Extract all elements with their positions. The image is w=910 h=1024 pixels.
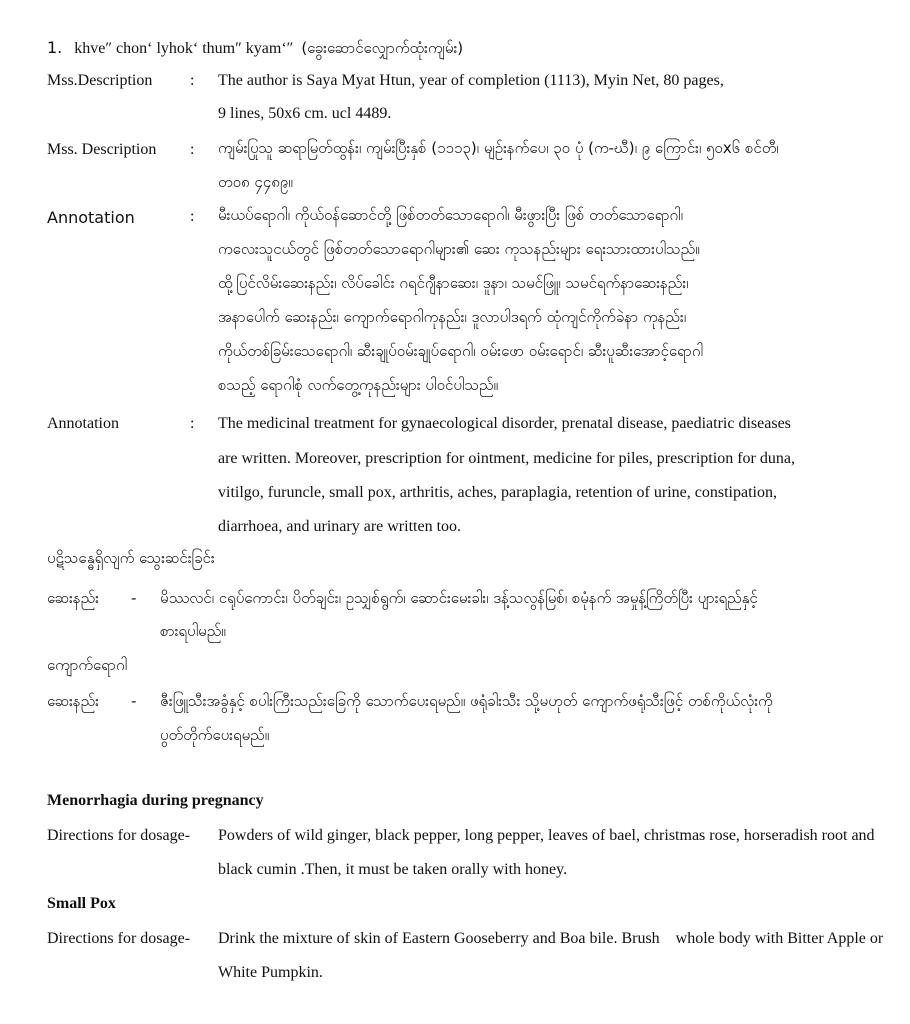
burmese-section-heading: ပဋိသန္ဓေရှိလျက် သွေးဆင်းခြင်း <box>47 549 215 567</box>
row-text-line: မီးယပ်ရောဂါ၊ ကိုယ်ဝန်ဆောင်တို့ ဖြစ်တတ်သောရောဂါ၊ မီးဖွားပြီး ဖြစ် တတ်သောရောဂါ၊ <box>218 206 684 224</box>
burmese-item-line: ပွတ်တိုက်ပေးရမည်။ <box>160 726 270 744</box>
section-heading-small-pox: Small Pox <box>47 895 116 912</box>
row-colon: : <box>190 141 195 158</box>
dosage-text-line: White Pumpkin. <box>218 964 323 981</box>
dosage-text-line: black cumin .Then, it must be taken orally with honey. <box>218 861 568 878</box>
entry-title-myanmar: (ခွေးဆောင်လျှောက်ထုံးကျမ်း) <box>301 39 464 57</box>
row-text-line: are written. Moreover, prescription for ointment, medicine for piles, prescription for duna, <box>218 450 795 467</box>
row-label-annotation-mm: Annotation <box>47 208 135 227</box>
row-colon: : <box>190 208 195 225</box>
entry-number: 1. <box>47 38 63 57</box>
row-colon: : <box>190 72 195 89</box>
burmese-item-dash: - <box>131 692 137 710</box>
burmese-item-dash: - <box>131 589 137 607</box>
row-text-line: vitilgo, furuncle, small pox, arthritis, aches, paraplagia, retention of urine, constipation, <box>218 484 777 501</box>
burmese-item-label: ဆေးနည်း <box>47 692 99 710</box>
row-text-line: The author is Saya Myat Htun, year of completion (1113), Myin Net, 80 pages, <box>218 72 724 89</box>
row-text-line: အနာပေါက် ဆေးနည်း၊ ကျောက်ရောဂါကုနည်း၊ ဒူလာပါဒရက် ထုံကျင်ကိုက်ခဲနာ ကုနည်း၊ <box>218 308 687 326</box>
row-label-mss-description: Mss.Description <box>47 72 153 89</box>
dosage-text-line: Drink the mixture of skin of Eastern Gooseberry and Boa bile. Brush whole body with Bitter Apple or <box>218 930 884 947</box>
row-text-line: 9 lines, 50x6 cm. ucl 4489. <box>218 105 392 122</box>
burmese-item-line: ဇီးဖြူသီးအခွံနှင့် စပါးကြီးသည်းခြေကို သောက်ပေးရမည်။ ဖရုံခါးသီး သို့မဟုတ် ကျောက်ဖရုံသီးဖြင့် တစ်ကိုယ်လုံးကို <box>160 692 773 710</box>
row-text-line: The medicinal treatment for gynaecological disorder, prenatal disease, paediatric diseases <box>218 415 791 432</box>
burmese-item-line: မိဿလင်၊ ငရုပ်ကောင်း၊ ပိတ်ချင်း၊ ဥသျှစ်ရွက်၊ ဆောင်းမေးခါး၊ ဒန့်သလွန်မြစ်၊ စမုံနက် အမှုန့်ကြိတ်ပြီး ပျားရည်နှင့် <box>160 589 758 607</box>
row-label-mss-description-mm: Mss. Description <box>47 141 157 158</box>
entry-title <box>47 38 463 61</box>
section-heading-menorrhagia: Menorrhagia during pregnancy <box>47 792 264 809</box>
row-text-line: ကျမ်းပြုသူ ဆရာမြတ်ထွန်း၊ ကျမ်းပြီးနှစ် (၁၁၁၃)၊ မျဉ်းနက်ပေ၊ ၃၀ ပုံ (က-ဃီ)၊ ၉ ကြောင်း၊ ၅၀x၆ စင်တီ၊ <box>218 139 779 157</box>
burmese-item-label: ဆေးနည်း <box>47 589 99 607</box>
row-text-line: စသည့် ရောဂါစုံ လက်တွေ့ကုနည်းများ ပါဝင်ပါသည်။ <box>218 376 499 394</box>
entry-title-roman: khve″ chon‘ lyhok‘ thum″ kyam‘″ <box>74 40 294 57</box>
row-text-line: diarrhoea, and urinary are written too. <box>218 518 462 535</box>
row-text-line: ကိုယ်တစ်ခြမ်းသေရောဂါ၊ ဆီးချုပ်ဝမ်းချုပ်ရောဂါ၊ ဝမ်းဖော ဝမ်းရောင်၊ ဆီးပူဆီးအောင့်ရောဂါ <box>218 342 703 360</box>
dosage-label: Directions for dosage- <box>47 930 191 947</box>
row-colon: : <box>190 415 195 432</box>
burmese-item-line: စားရပါမည်။ <box>160 622 226 640</box>
row-text-line: တ၀၈ ၄၄၈၉။ <box>218 173 293 191</box>
dosage-label: Directions for dosage- <box>47 827 191 844</box>
row-text-line: ကလေးသူငယ်တွင် ဖြစ်တတ်သောရောဂါများ၏ ဆေး ကုသနည်းများ ရေးသားထားပါသည်။ <box>218 240 700 258</box>
row-label-annotation: Annotation <box>47 415 119 432</box>
row-text-line: ထို့ပြင်လိမ်းဆေးနည်း၊ လိပ်ခေါင်း ဂရင်ဂျီနာဆေး၊ ဒူနာ၊ သမင်ဖြူ၊ သမင်ရက်နာဆေးနည်း၊ <box>218 274 689 292</box>
burmese-subheading: ကျောက်ရောဂါ <box>47 656 128 674</box>
dosage-text-line: Powders of wild ginger, black pepper, long pepper, leaves of bael, christmas rose, horseradish root and <box>218 827 875 844</box>
